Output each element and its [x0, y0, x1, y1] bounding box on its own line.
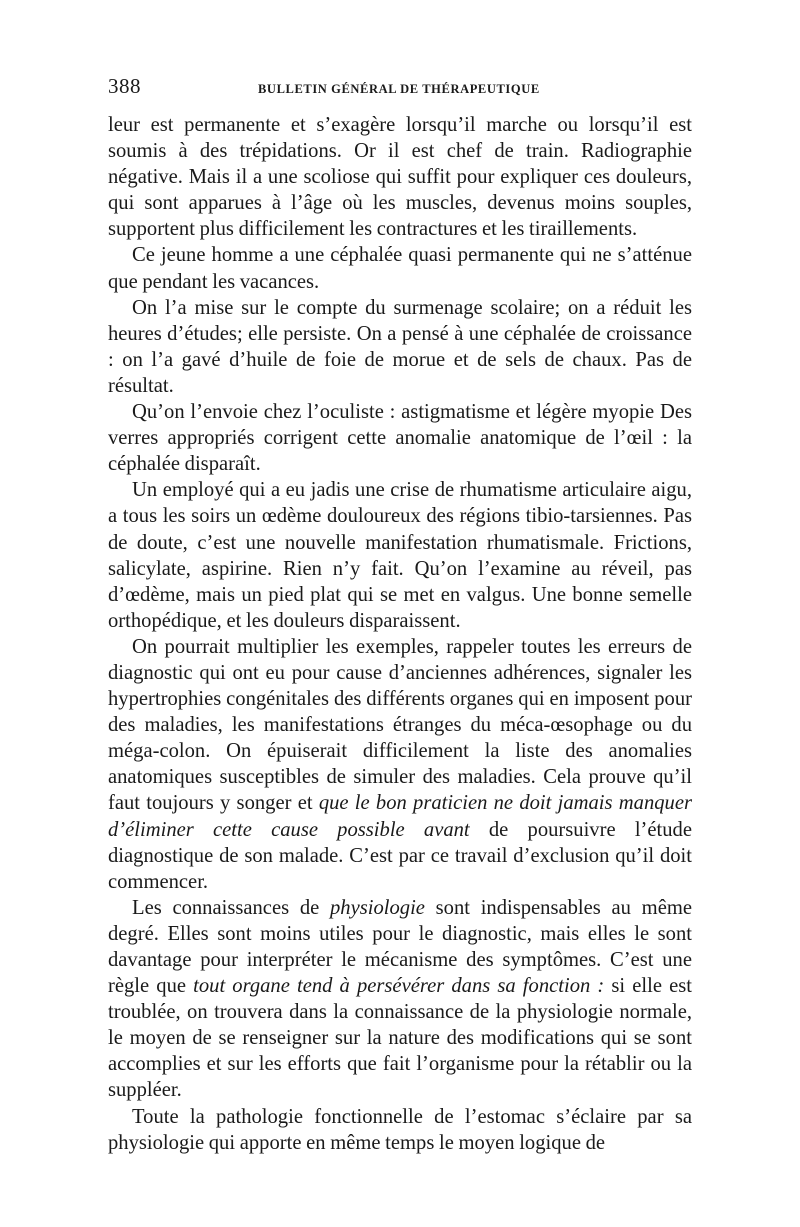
paragraph — [108, 295, 692, 399]
paragraph — [108, 399, 692, 477]
text-segment: Un employé qui a eu jadis une crise de rhumatisme articulaire aigu, a tous les soirs un œdème douloureux des régions tibio-tarsiennes. Pas de doute, c’est une nouvelle manifestation rhumatismale. Frictions, salicylate, aspirine. Rien n’y fait. Qu’on l’examine au réveil, pas d’œdème, mais un pied plat qui se met en valgus. Une bonne semelle orthopédique, et les douleurs disparaissent. — [108, 479, 692, 632]
text-segment: sont indispensables au même degré. Elles sont moins utiles pour le diagnostic, mais elles le sont davantage pour interpréter le mécanisme des symptômes. C’est une règle que — [108, 896, 692, 998]
text-segment: leur est permanente et s’exagère lorsqu’il marche ou lorsqu’il est soumis à des trépidations. Or il est chef de train. Radiographie négative. Mais il a une scoliose qui suffit pour expliquer ces douleurs, qui sont apparues à l’âge où les muscles, devenus moins souples, supportent plus difficilement les contractures et les tiraillements. — [108, 114, 692, 241]
journal-title: BULLETIN GÉNÉRAL DE THÉRAPEUTIQUE — [258, 82, 540, 96]
text-segment: Qu’on l’envoie chez l’oculiste : astigmatisme et légère myopie Des verres appropriés corrigent cette anomalie anatomique de l’œil : la céphalée disparaît. — [108, 401, 692, 476]
text-segment: On pourrait multiplier les exemples, rappeler toutes les erreurs de diagnostic qui ont eu pour cause d’anciennes adhérences, signaler les hypertrophies congénitales des différents organes qui en imposent pour des maladies, les manifestations étranges du méca-œsophage ou du méga-colon. On épuiserait difficilement la liste des anomalies anatomiques susceptibles de simuler des maladies. Cela prouve qu’il faut toujours y songer et — [108, 635, 692, 815]
paragraph — [108, 634, 692, 895]
text-segment: Ce jeune homme a une céphalée quasi permanente qui ne s’atténue que pendant les vacances. — [108, 244, 692, 293]
book-page — [108, 74, 692, 1156]
text-segment: si elle est troublée, on trouvera dans la connaissance de la physiologie normale, le moyen de se renseigner sur la nature des modifications qui se sont accomplies et sur les efforts que fait l’organisme pour la rétablir ou la suppléer. — [108, 975, 692, 1102]
running-head — [108, 74, 692, 98]
body-text — [108, 112, 692, 1156]
italic-segment: tout organe tend à persévérer dans sa fonction : — [193, 975, 605, 998]
text-segment: On l’a mise sur le compte du surmenage scolaire; on a réduit les heures d’études; elle persiste. On a pensé à une céphalée de croissance : on l’a gavé d’huile de foie de morue et de sels de chaux. Pas de résultat. — [108, 296, 692, 397]
italic-segment: physiologie — [329, 896, 425, 919]
page-number: 388 — [108, 74, 141, 98]
paragraph — [108, 1104, 692, 1156]
text-segment: de poursuivre l’étude diagnostique de son malade. C’est par ce travail d’exclusion qu’il doit commencer. — [108, 818, 692, 893]
text-segment: Les connaissances de — [132, 896, 330, 919]
italic-segment: que le bon praticien ne doit jamais manquer d’éliminer cette cause possible avant — [108, 792, 692, 841]
paragraph — [108, 895, 692, 1104]
paragraph — [108, 242, 692, 294]
paragraph-continued — [108, 112, 692, 242]
text-segment: Toute la pathologie fonctionnelle de l’estomac s’éclaire par sa physiologie qui apporte en même temps le moyen logique de — [108, 1105, 692, 1154]
paragraph — [108, 477, 692, 634]
